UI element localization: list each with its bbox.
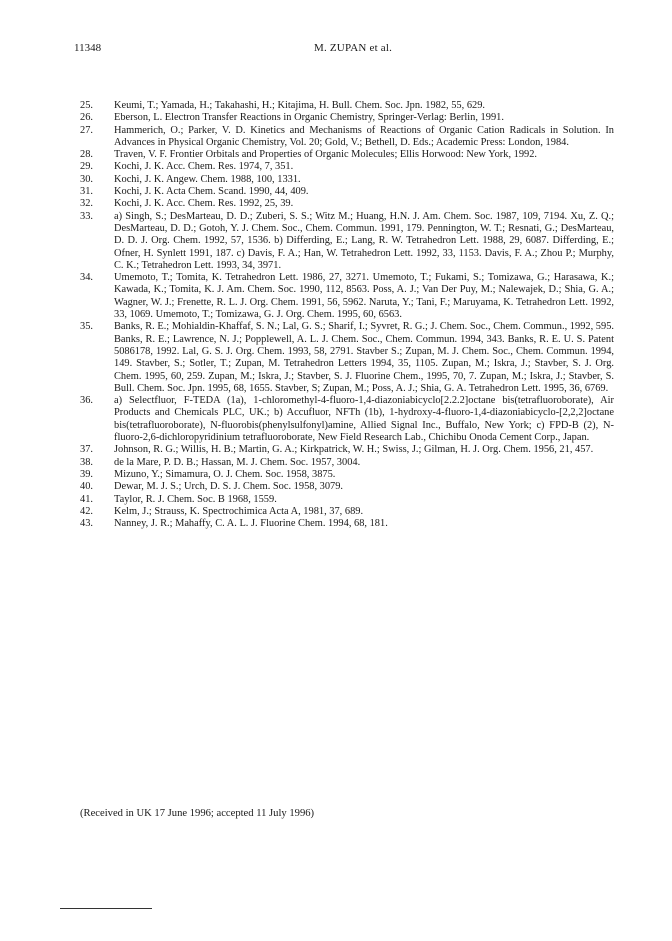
- reference-41: 41. Taylor, R. J. Chem. Soc. B 1968, 1559.: [80, 493, 277, 505]
- reference-33: 33. a) Singh, S.; DesMarteau, D. D.; Zuberi, S. S.; Witz M.; Huang, H.N. J. Am. Chem. Soc. 1987, 109, 7194. Xu, Z. Q.; DesMarteau, D. D.; Gotoh, Y. J. Chem. Soc., Chem. Commun. 1991, 179. Pennington, W. T.; Resnati, G.; DesMarteau, D. D. J. Org. Chem. 1992, 57, 1536. b) Differding, E.; Lang, R. W. Tetrahedron Lett. 1988, 29, 6087. Differding, E.; Ofner, H. Synlett 1991, 187. c) Davis, F. A.; Han, W. Tetrahedron Lett. 1992, 33, 1153. Davis, F. A.; Zhou P.; Murphy, C. K.; Tetrahedron Lett. 1993, 34, 3971.: [80, 210, 614, 271]
- reference-37: 37. Johnson, R. G.; Willis, H. B.; Martin, G. A.; Kirkpatrick, W. H.; Swiss, J.; Gilman, H. J. Org. Chem. 1956, 21, 457.: [80, 444, 594, 456]
- reference-26: 26. Eberson, L. Electron Transfer Reactions in Organic Chemistry, Springer-Verlag: Berlin, 1991.: [80, 112, 504, 124]
- reference-25: 25. Keumi, T.; Yamada, H.; Takahashi, H.; Kitajima, H. Bull. Chem. Soc. Jpn. 1982, 55, 629.: [80, 100, 486, 111]
- reference-29: 29. Kochi, J. K. Acc. Chem. Res. 1974, 7, 351.: [80, 161, 294, 173]
- reference-27: 27. Hammerich, O.; Parker, V. D. Kinetics and Mechanisms of Reactions of Organic Cation Radicals in Solution. In Advances in Physical Organic Chemistry, Vol. 20; Gold, V.; Bethell, D. Eds.; Academic Press: London, 1984.: [80, 124, 614, 148]
- reference-30: 30. Kochi, J. K. Angew. Chem. 1988, 100, 1331.: [80, 173, 301, 185]
- page-header: [74, 42, 614, 56]
- reference-40: 40. Dewar, M. J. S.; Urch, D. S. J. Chem. Soc. 1958, 3079.: [80, 481, 344, 493]
- page-number: 11348: [74, 42, 102, 54]
- reference-35: 35. Banks, R. E.; Mohialdin-Khaffaf, S. N.; Lal, G. S.; Sharif, I.; Syvret, R. G.; J. Chem. Soc., Chem. Commun., 1992, 595. Banks, R. E.; Lawrence, N. J.; Popplewell, A. L. J. Chem. Soc., Chem. Commun. 1994, 343. Banks, R. E. U. S. Patent 5086178, 1992. Lal, G. S. J. Org. Chem. 1993, 58, 2791. Stavber S.; Zupan, M. J. Chem. Soc., Chem. Commun. 1994, 149. Stavber, S.; Sotler, T.; Zupan, M. Tetrahedron Letters 1994, 35, 1105. Zupan, M.; Iskra, J.; Stavber, S. J. Org. Chem. 1995, 60, 259. Zupan, M.; Iskra, J.; Stavber, S. J. Fluorine Chem., 1995, 70, 7. Zupan, M.; Iskra, J.; Stavber, S. Bull. Chem. Soc. Jpn. 1995, 68, 1655. Stavber, S; Zupan, M.; Poss, A. J.; Shia, G. A. Tetrahedron Lett. 1995, 36, 6769.: [80, 321, 614, 394]
- reference-32: 32. Kochi, J. K. Acc. Chem. Res. 1992, 25, 39.: [80, 198, 294, 210]
- references-list: [80, 100, 614, 530]
- reference-28: 28. Traven, V. F. Frontier Orbitals and Properties of Organic Molecules; Ellis Horwood: New York, 1992.: [80, 149, 538, 161]
- received-note: (Received in UK 17 June 1996; accepted 11 July 1996): [80, 808, 315, 819]
- reference-39: 39. Mizuno, Y.; Simamura, O. J. Chem. Soc. 1958, 3875.: [80, 468, 336, 480]
- running-head: M. ZUPAN et al.: [314, 42, 393, 54]
- footer-rule: [60, 908, 152, 909]
- reference-34: 34. Umemoto, T.; Tomita, K. Tetrahedron Lett. 1986, 27, 3271. Umemoto, T.; Fukami, S.; Tomizawa, G.; Harasawa, K.; Kawada, K.; Tomita, K. J. Am. Chem. Soc. 1990, 112, 8563. Poss, A. J.; Van Der Puy, M.; Nalewajek, D.; Shia, G. A.; Wagner, W. J.; Frenette, R. L. J. Org. Chem. 1991, 56, 5962. Naruta, Y.; Tani, F.; Maruyama, K. Tetrahedron Lett. 1992, 33, 1069. Umemoto, T.; Tomizawa, G. J. Org. Chem. 1995, 60, 6563.: [80, 272, 614, 321]
- reference-42: 42. Kelm, J.; Strauss, K. Spectrochimica Acta A, 1981, 37, 689.: [80, 505, 364, 517]
- reference-36: 36. a) Selectfluor, F-TEDA (1a), 1-chloromethyl-4-fluoro-1,4-diazoniabicyclo[2.2.2]octane bis(tetrafluoroborate), Air Products and Chemicals PLC, UK.; b) Accufluor, NFTh (1b), 1-hydroxy-4-fluoro-1,4-diazoniabicyclo-[2,2,2]octane bis(tetrafluoroborate), N-fluorobis(phenylsulfonyl)amine, Allied Signal Inc., Buffalo, New York; c) FPD-B (2), N-fluoro-2,6-dichloropyridinium tetrafluoroborate, New Field Research Lab., Chichibu Onoda Cement Corp., Japan.: [80, 395, 614, 444]
- reference-31: 31. Kochi, J. K. Acta Chem. Scand. 1990, 44, 409.: [80, 186, 309, 198]
- reference-38: 38. de la Mare, P. D. B.; Hassan, M. J. Chem. Soc. 1957, 3004.: [80, 456, 361, 468]
- reference-43: 43. Nanney, J. R.; Mahaffy, C. A. L. J. Fluorine Chem. 1994, 68, 181.: [80, 518, 388, 530]
